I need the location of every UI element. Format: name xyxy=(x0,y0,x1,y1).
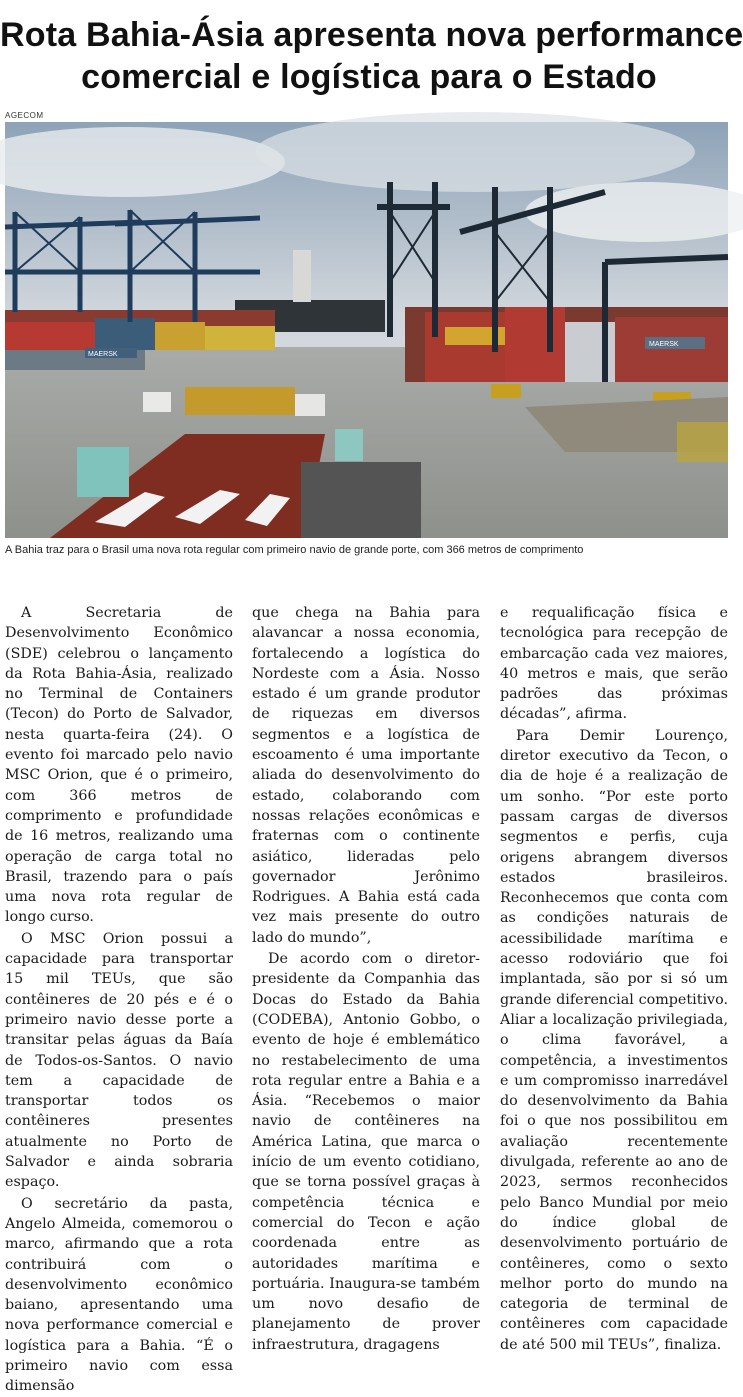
paragraph: Para Demir Lourenço, diretor executivo da Tecon, o dia de hoje é a realização de um sonho. “Por este porto passam cargas de diversos segmentos e perfis, cuja origens abrangem diversos estados brasileiros. Reconhecemos que conta com as condições naturais de acessibilidade marítima e acesso rodoviário que foi implantada, são por si só um grande diferencial competitivo. Aliar a localização privilegiada, o clima favorável, a competência, a investimentos e um compromisso inarredável do desenvolvimento da Bahia foi o que nos possibilitou em avaliação recentemente divulgada, referente ao ano de 2023, sermos reconhecidos pelo Banco Mundial por meio do índice global de desenvolvimento portuário de contêineres, como o sexto melhor porto do mundo na categoria de terminal de contêineres com capacidade de até 500 mil TEUs”, finaliza. xyxy=(500,727,728,1353)
article-column-3 xyxy=(500,603,728,1353)
paragraph: De acordo com o diretor-presidente da Companhia das Docas do Estado da Bahia (CODEBA), Antonio Gobbo, o evento de hoje é emblemático no restabelecimento de uma rota regular entre a Bahia e a Ásia. “Recebemos o maior navio de contêineres na América Latina, que marca o início de um evento cotidiano, que se torna possível graças à competência técnica e comercial do Tecon e ação coordenada entre as autoridades marítima e portuária. Inaugura-se também um novo desafio de planejamento de prover infraestrutura, dragagens xyxy=(252,951,480,1353)
maersk-label-left: MAERSK xyxy=(88,351,118,358)
paragraph: O MSC Orion possui a capacidade para transportar 15 mil TEUs, que são contêineres de 20 pés e é o primeiro navio desse porte a transitar pelas águas da Baía de Todos-os-Santos. O navio tem a capacidade de transportar todos os contêineres presentes atualmente no Porto de Salvador e ainda sobraria espaço. xyxy=(5,930,233,1191)
article-column-2 xyxy=(252,603,480,1353)
paragraph: que chega na Bahia para alavancar a nossa economia, fortalecendo a logística do Nordeste com a Ásia. Nosso estado é um grande produtor de riquezas em diversos segmentos e a logística de escoamento é uma importante aliada do desenvolvimento do estado, colaborando com nossas relações econômicas e fraternas com o continente asiático, lideradas pelo governador Jerônimo Rodrigues. A Bahia está cada vez mais presente do outro lado do mundo”, xyxy=(252,605,480,946)
paragraph: e requalificação física e tecnológica para recepção de embarcação cada vez maiores, 40 metros e mais, que serão padrões das próximas décadas”, afirma. xyxy=(500,605,728,723)
maersk-label-right: MAERSK xyxy=(649,341,679,348)
headline-line-2: comercial e logística para o Estado xyxy=(81,58,657,96)
headline xyxy=(0,14,743,98)
paragraph: O secretário da pasta, Angelo Almeida, comemorou o marco, afirmando que a rota contribuirá com o desenvolvimento econômico baiano, apresentando uma nova performance comercial e logística para a Bahia. “É o primeiro navio com essa dimensão xyxy=(5,1195,233,1395)
headline-line-1: Rota Bahia-Ásia apresenta nova performance xyxy=(0,16,743,54)
article-column-1 xyxy=(5,603,233,1395)
photo-credit: AGECOM xyxy=(5,111,44,120)
photo-caption: A Bahia traz para o Brasil uma nova rota regular com primeiro navio de grande porte, com 366 metros de comprimento xyxy=(5,544,584,556)
port-photo xyxy=(5,122,728,538)
paragraph: A Secretaria de Desenvolvimento Econômico (SDE) celebrou o lançamento da Rota Bahia-Ásia, realizado no Terminal de Containers (Tecon) do Porto de Salvador, nesta quarta-feira (24). O evento foi marcado pelo navio MSC Orion, que é o primeiro, com 366 metros de comprimento e profundidade de 16 metros, realizando uma operação de carga total no Brasil, trazendo para o país uma nova rota regular de longo curso. xyxy=(5,605,233,926)
